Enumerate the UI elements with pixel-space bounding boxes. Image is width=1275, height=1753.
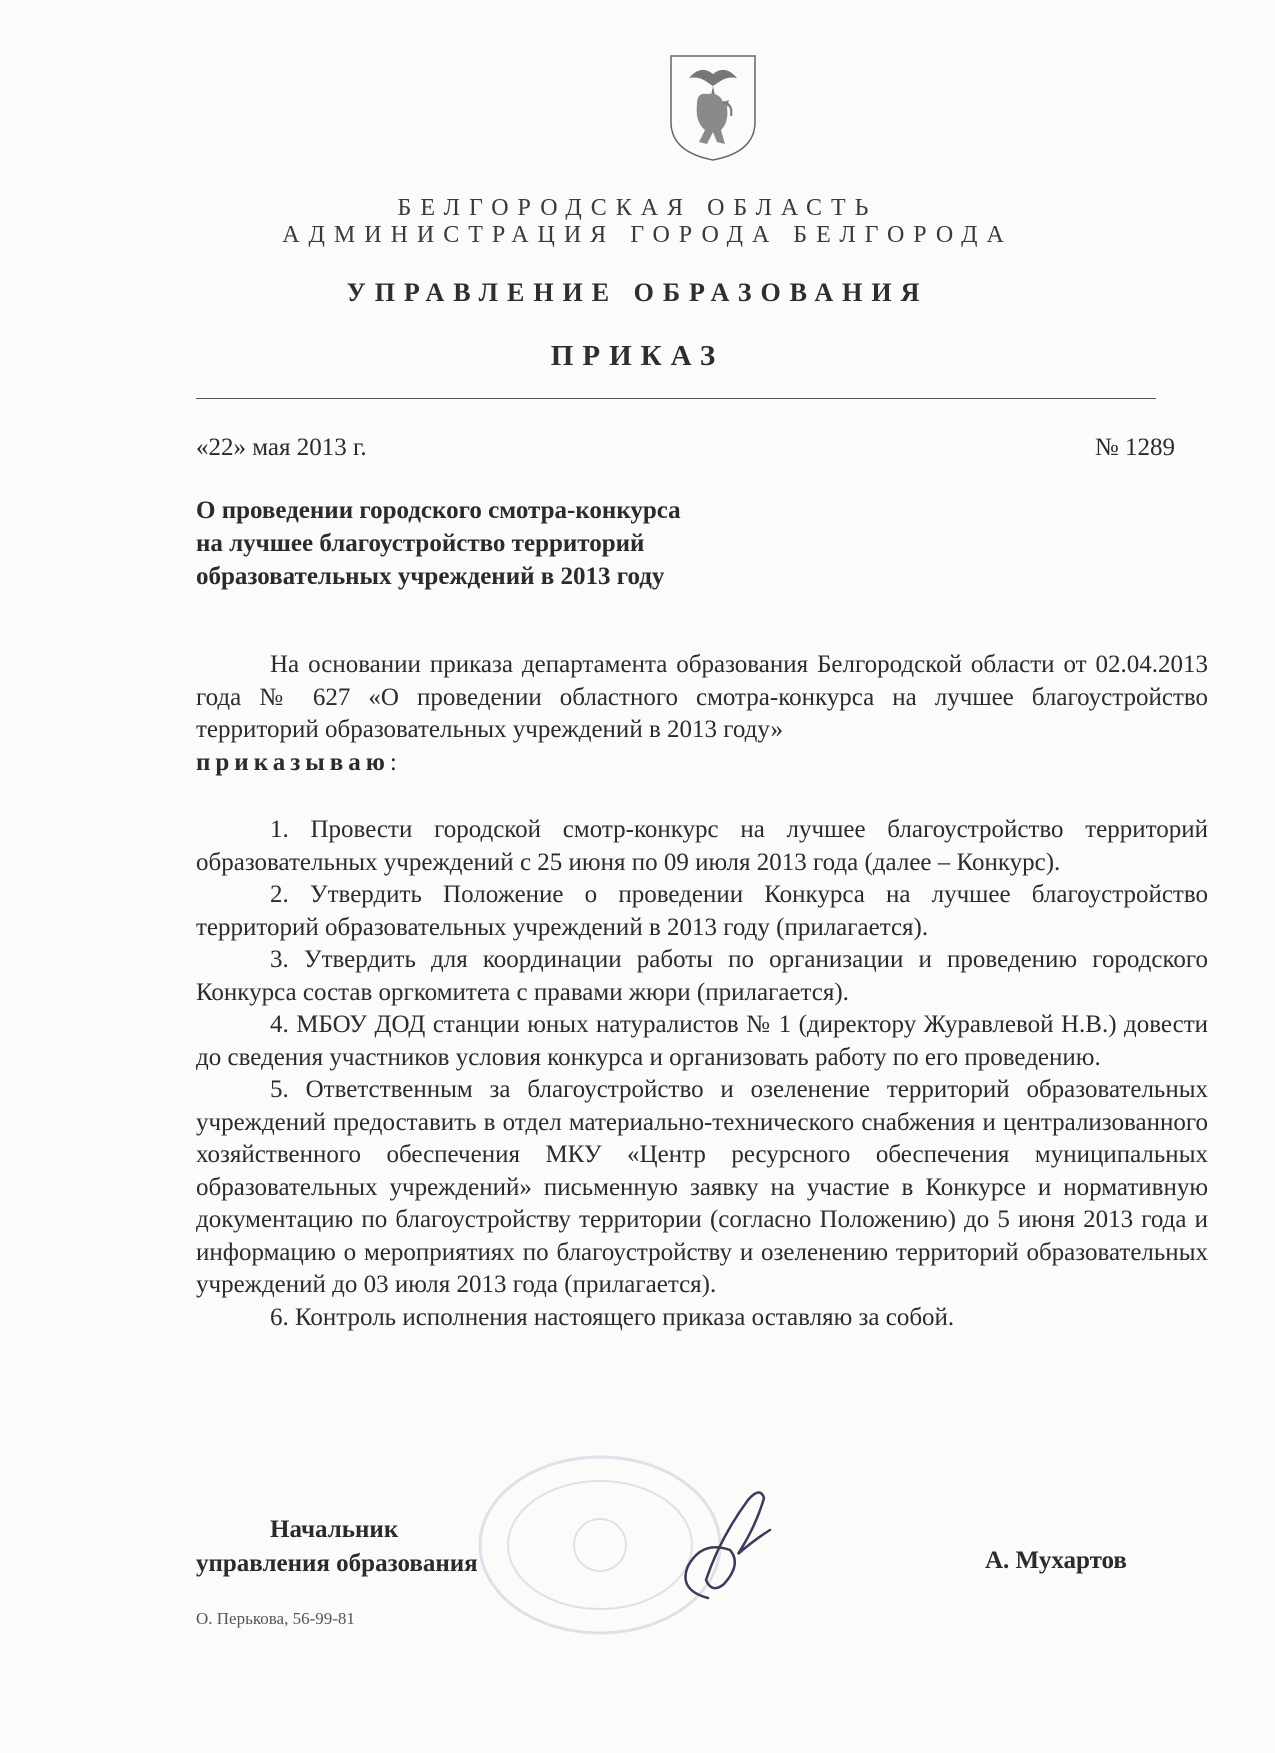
- order-date: «22» мая 2013 г.: [196, 434, 367, 461]
- city-coat-of-arms-icon: [667, 52, 759, 164]
- order-directive: [196, 747, 1208, 780]
- document-type-heading: ПРИКАЗ: [550, 340, 725, 372]
- order-word: приказываю: [196, 748, 390, 776]
- subject-line: О проведении городского смотра-конкурса: [196, 497, 681, 524]
- signatory-title-line: Начальник: [270, 1516, 399, 1543]
- order-item: 3. Утвердить для координации работы по организации и проведению городского Конкурса состав оргкомитета с правами жюри (прилагается).: [196, 946, 1208, 1006]
- order-number: № 1289: [1094, 434, 1175, 461]
- order-subject: [196, 494, 681, 593]
- order-item: 1. Провести городской смотр-конкурс на лучшее благоустройство территорий образовательных учреждений с 25 июня по 09 июля 2013 года (далее – Конкурс).: [196, 816, 1208, 876]
- signatory-name: А. Мухартов: [985, 1547, 1127, 1574]
- order-word-suffix: :: [389, 748, 397, 776]
- order-item: 4. МБОУ ДОД станции юных натуралистов № 1 (директору Журавлевой Н.В.) довести до сведения участников условия конкурса и организовать работу по его проведению.: [196, 1011, 1208, 1071]
- header-divider: [196, 398, 1156, 399]
- signatory-title-line: управления образования: [196, 1550, 478, 1577]
- subject-line: на лучшее благоустройство территорий: [196, 530, 645, 557]
- order-item: 5. Ответственным за благоустройство и озеленение территорий образовательных учреждений предоставить в отдел материально-технического снабжения и централизованного хозяйственного обеспечения МКУ «Центр ресурсного обеспечения муниципальных образовательных учреждений» письменную заявку на участие в Конкурсе и нормативную документацию по благоустройству территории (согласно Положению) до 5 июня 2013 года и информацию о мероприятиях по благоустройству и озеленению территорий образовательных учреждений до 03 июля 2013 года (прилагается).: [196, 1076, 1208, 1298]
- subject-line: образовательных учреждений в 2013 году: [196, 563, 665, 590]
- signatory-title: [196, 1513, 478, 1581]
- order-items: [196, 814, 1208, 1334]
- order-item: 6. Контроль исполнения настоящего приказа оставляю за собой.: [270, 1303, 955, 1331]
- preamble: [196, 649, 1208, 779]
- administration-heading: АДМИНИСТРАЦИЯ ГОРОДА БЕЛГОРОДА: [282, 222, 1013, 248]
- region-heading: БЕЛГОРОДСКАЯ ОБЛАСТЬ: [397, 195, 878, 221]
- handwritten-signature: [668, 1480, 798, 1610]
- order-item: 2. Утвердить Положение о проведении Конкурса на лучшее благоустройство территорий образовательных учреждений в 2013 году (прилагается).: [196, 881, 1208, 941]
- department-heading: УПРАВЛЕНИЕ ОБРАЗОВАНИЯ: [346, 278, 929, 307]
- executor-contact: О. Перькова, 56-99-81: [196, 1609, 355, 1628]
- preamble-text: На основании приказа департамента образования Белгородской области от 02.04.2013 года № 627 «О проведении областного смотра-конкурса на лучшее благоустройство территорий образовательных учреждений в 2013 году»: [196, 651, 1208, 743]
